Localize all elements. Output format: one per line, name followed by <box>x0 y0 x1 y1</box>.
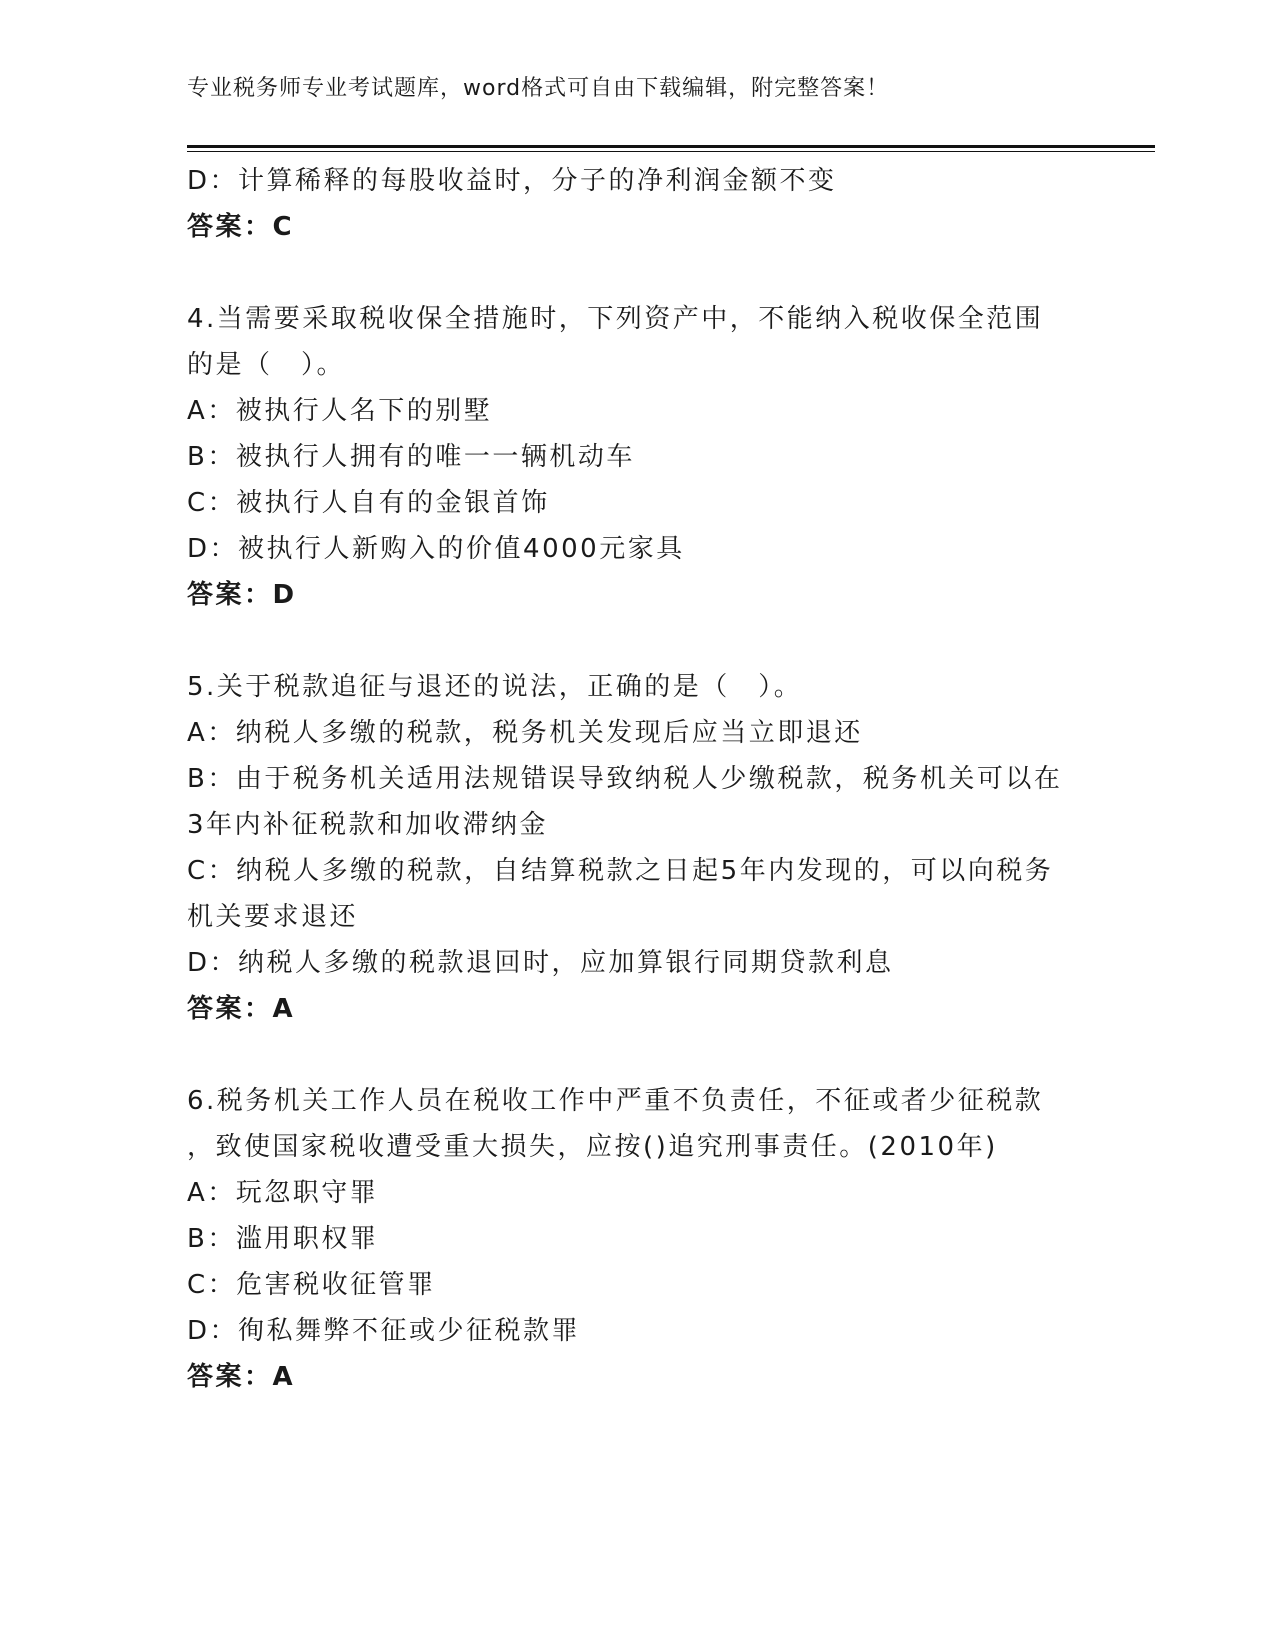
page-header: 专业税务师专业考试题库，word格式可自由下载编辑，附完整答案！ <box>187 76 890 101</box>
question-6 <box>187 1078 1087 1400</box>
option-b: B：被执行人拥有的唯一一辆机动车 <box>187 442 635 472</box>
spacer <box>187 250 1087 296</box>
option-b: B：由于税务机关适用法规错误导致纳税人少缴税款，税务机关可以在 <box>187 764 1063 794</box>
question-5 <box>187 664 1087 1032</box>
question-stem-line: ，致使国家税收遭受重大损失，应按()追究刑事责任。(2010年) <box>187 1132 998 1162</box>
header-rule-thick <box>187 145 1155 148</box>
option-a: A：玩忽职守罪 <box>187 1178 379 1208</box>
question-stem-line: 6.税务机关工作人员在税收工作中严重不负责任，不征或者少征税款 <box>187 1086 1044 1116</box>
header-rule-thin <box>187 151 1155 152</box>
question-stem-line: 的是（ ）。 <box>187 350 346 380</box>
option-c: C：危害税收征管罪 <box>187 1270 436 1300</box>
option-c: C：被执行人自有的金银首饰 <box>187 488 550 518</box>
answer: 答案：A <box>187 994 296 1024</box>
previous-option-d: D：计算稀释的每股收益时，分子的净利润金额不变 <box>187 166 837 196</box>
option-a: A：纳税人多缴的税款，税务机关发现后应当立即退还 <box>187 718 863 748</box>
answer: 答案：A <box>187 1362 296 1392</box>
spacer <box>187 1032 1087 1078</box>
previous-answer: 答案：C <box>187 212 295 242</box>
question-stem-line: 4.当需要采取税收保全措施时，下列资产中，不能纳入税收保全范围 <box>187 304 1044 334</box>
option-a: A：被执行人名下的别墅 <box>187 396 493 426</box>
option-c-continued: 机关要求退还 <box>187 902 359 932</box>
option-d: D：被执行人新购入的价值4000元家具 <box>187 534 685 564</box>
question-stem-line: 5.关于税款追征与退还的说法，正确的是（ ）。 <box>187 672 803 702</box>
spacer <box>187 618 1087 664</box>
option-d: D：纳税人多缴的税款退回时，应加算银行同期贷款利息 <box>187 948 894 978</box>
option-b: B：滥用职权罪 <box>187 1224 379 1254</box>
option-d: D：徇私舞弊不征或少征税款罪 <box>187 1316 581 1346</box>
option-b-continued: 3年内补征税款和加收滞纳金 <box>187 810 549 840</box>
question-4 <box>187 296 1087 618</box>
option-c: C：纳税人多缴的税款，自结算税款之日起5年内发现的，可以向税务 <box>187 856 1054 886</box>
answer: 答案：D <box>187 580 297 610</box>
document-body <box>187 158 1087 1400</box>
